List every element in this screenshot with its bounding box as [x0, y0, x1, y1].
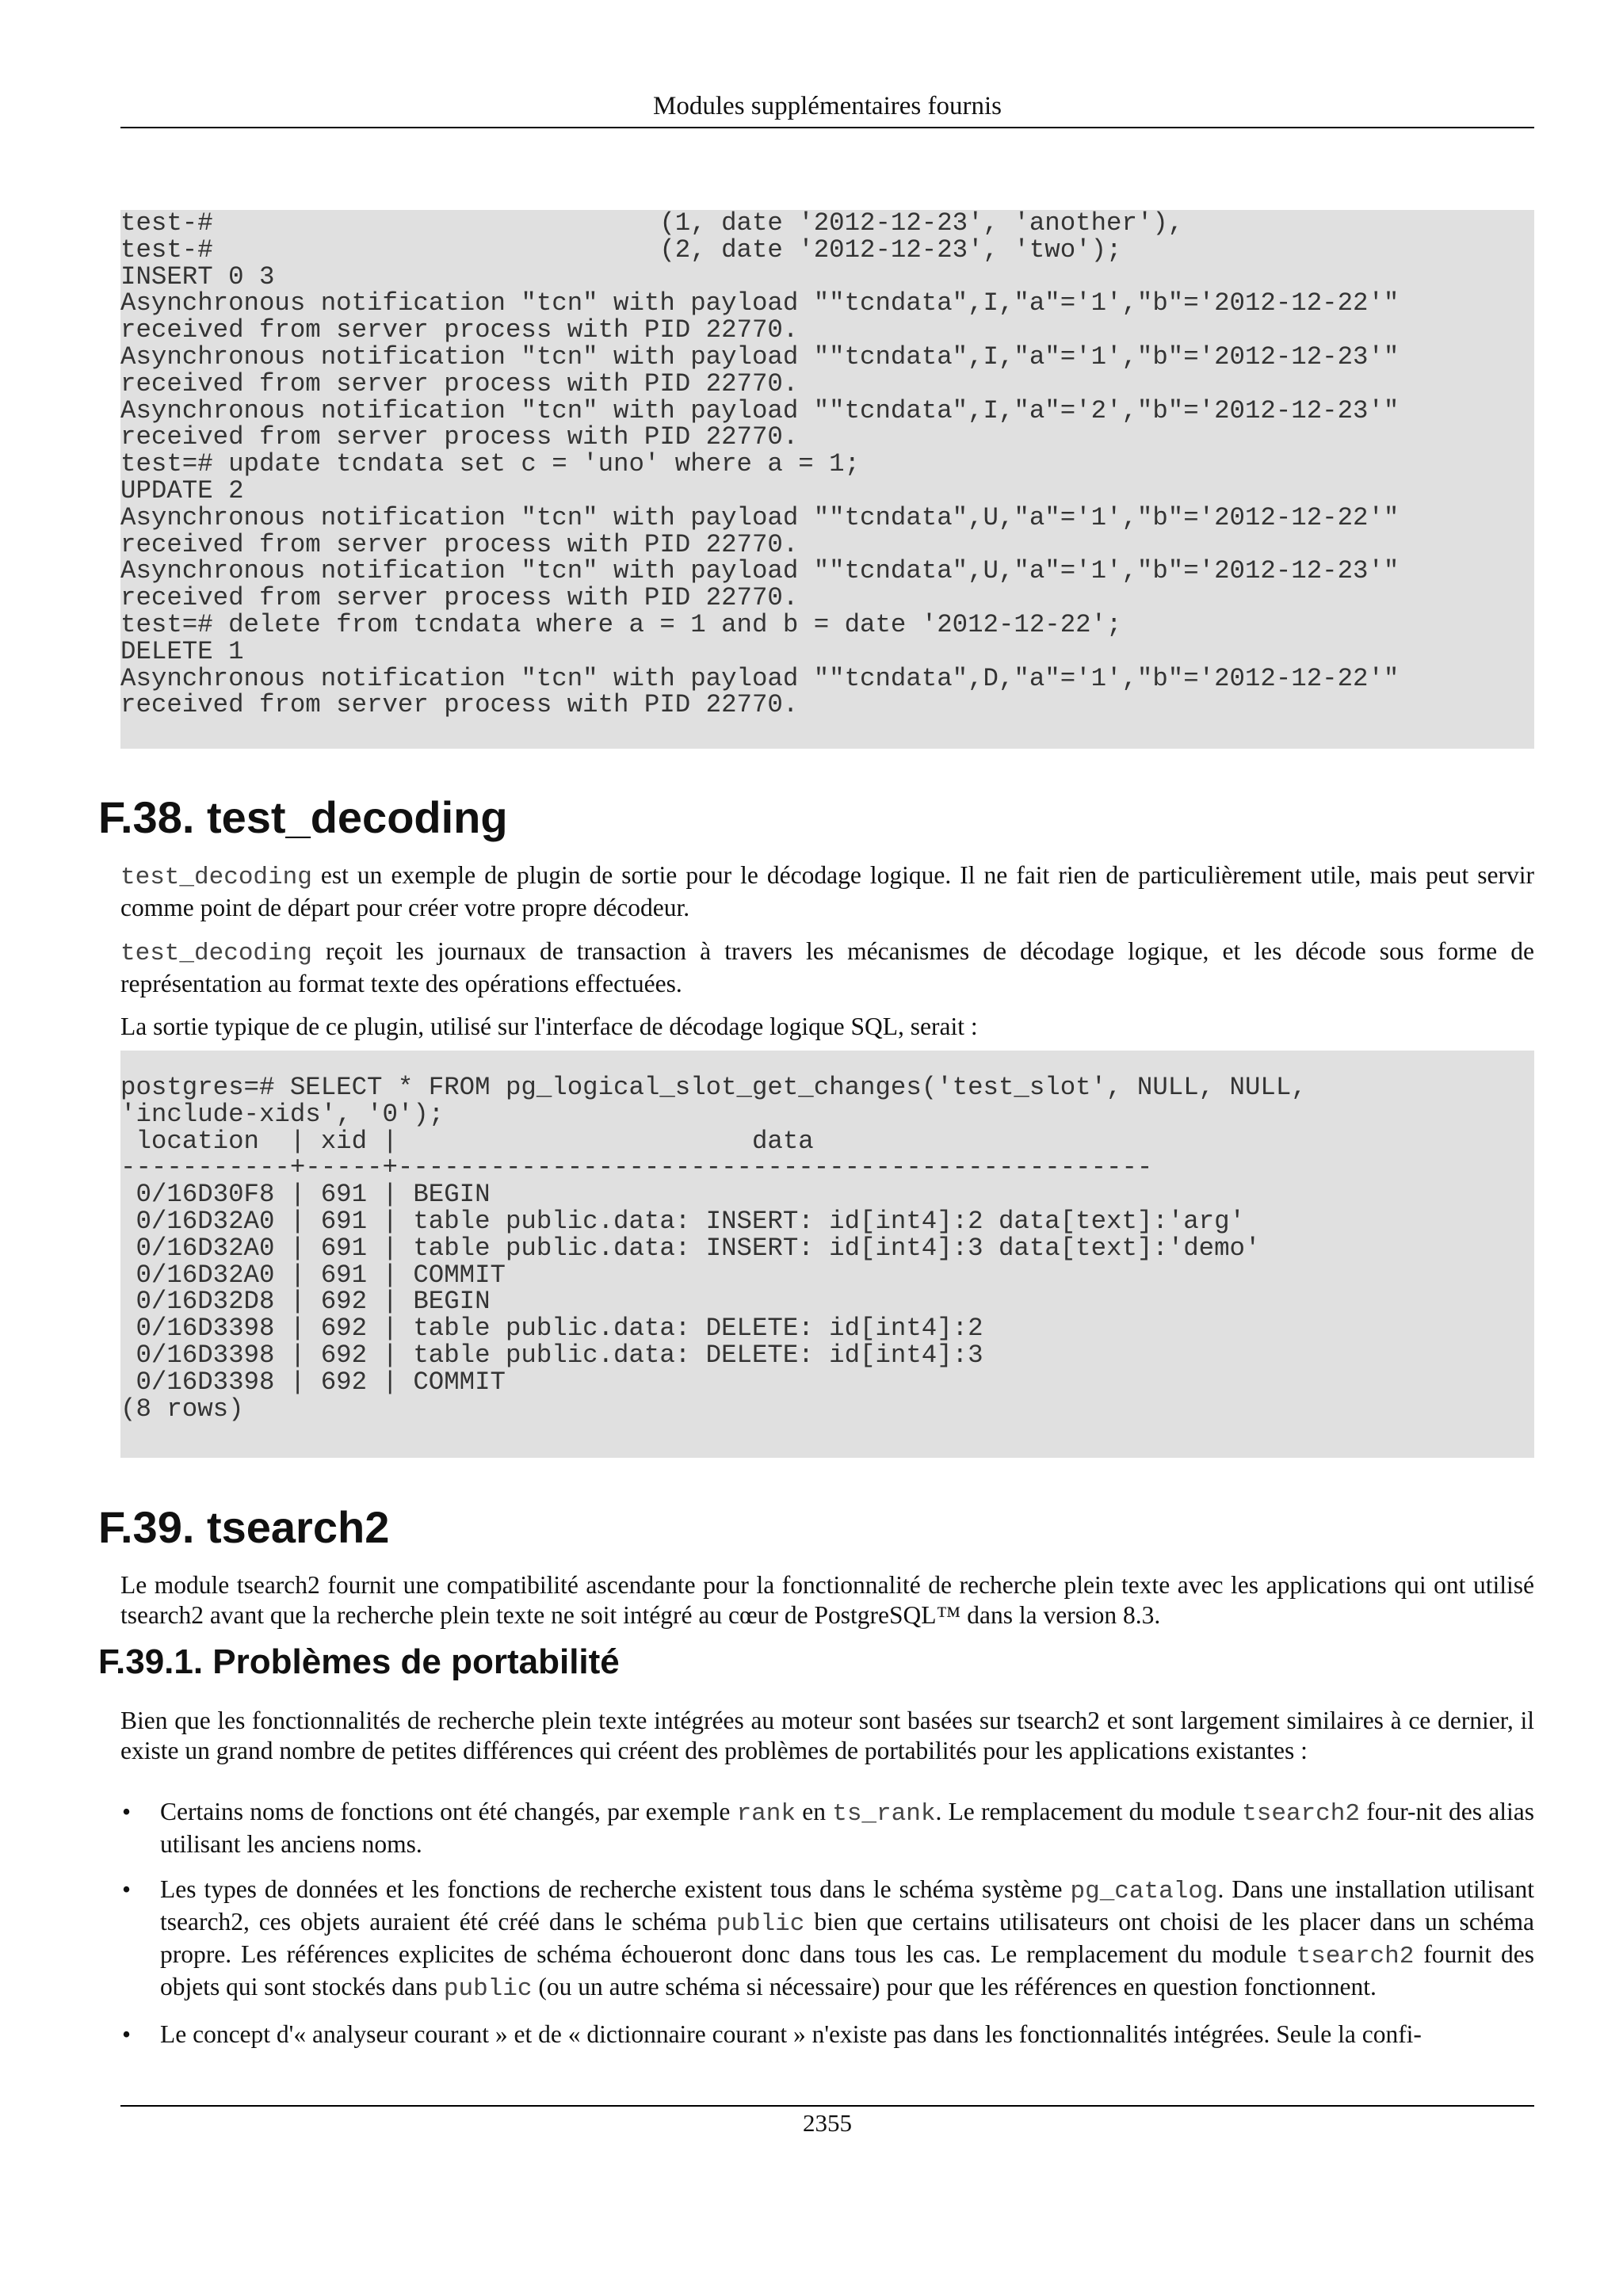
inline-code-public: public — [443, 1975, 533, 2003]
code-line: Asynchronous notification "tcn" with payload ""tcndata",I,"a"='2',"b"='2012-12-23'" — [120, 395, 1400, 425]
code-line: test=# update tcndata set c = 'uno' where a = 1; — [120, 449, 861, 479]
inline-code-pg-catalog: pg_catalog — [1070, 1878, 1218, 1905]
code-line: 0/16D32A0 | 691 | COMMIT — [120, 1260, 506, 1290]
code-line: test-# (1, date '2012-12-23', 'another'), — [120, 210, 1184, 238]
page-header-title: Modules supplémentaires fournis — [653, 92, 1002, 120]
section-heading-f38: F.38. test_decoding — [98, 792, 508, 842]
inline-code-rank: rank — [736, 1800, 796, 1828]
paragraph-text: reçoit les journaux de transaction à travers les mécanismes de décodage logique, et les décode sous forme de représentation au format texte des opérations effectuées. — [120, 937, 1534, 997]
code-line: received from server process with PID 22770. — [120, 529, 799, 559]
bullet-icon: • — [122, 1875, 132, 1903]
paragraph-portability-intro: Bien que les fonctionnalités de recherche plein texte intégrées au moteur sont basées sur tsearch2 et sont largement similaires à ce dernier, il existe un grand nombre de petites différences qui créent des problèmes de portabilités pour les applications existantes : — [120, 1707, 1534, 1764]
code-line: received from server process with PID 22770. — [120, 368, 799, 399]
code-line: 0/16D3398 | 692 | COMMIT — [120, 1367, 506, 1397]
code-block-tcn-output — [120, 210, 1534, 749]
section-heading-f39: F.39. tsearch2 — [98, 1502, 390, 1552]
subsection-heading-f391: F.39.1. Problèmes de portabilité — [98, 1642, 620, 1681]
code-line: test=# delete from tcndata where a = 1 and b = date '2012-12-22'; — [120, 609, 1122, 639]
code-line: test-# (2, date '2012-12-23', 'two'); — [120, 235, 1122, 265]
inline-code-ts-rank: ts_rank — [832, 1800, 936, 1828]
code-line: Asynchronous notification "tcn" with payload ""tcndata",I,"a"='1',"b"='2012-12-23'" — [120, 341, 1400, 372]
page-number: 2355 — [803, 2109, 852, 2137]
code-block-logical-decoding-output — [120, 1051, 1534, 1458]
code-line: received from server process with PID 22770. — [120, 315, 799, 345]
code-line: location | xid | data — [120, 1126, 814, 1156]
inline-code-tsearch2: tsearch2 — [1296, 1943, 1415, 1970]
header-rule — [120, 127, 1534, 128]
paragraph-test-decoding-intro — [120, 860, 1534, 923]
inline-code-test-decoding: test_decoding — [120, 940, 312, 967]
code-line: Asynchronous notification "tcn" with payload ""tcndata",U,"a"='1',"b"='2012-12-22'" — [120, 502, 1400, 532]
code-line: postgres=# SELECT * FROM pg_logical_slot_get_changes('test_slot', NULL, NULL, — [120, 1073, 1307, 1102]
code-line: received from server process with PID 22770. — [120, 690, 799, 720]
code-line: UPDATE 2 — [120, 475, 244, 505]
code-line: 0/16D32A0 | 691 | table public.data: INSERT: id[int4]:2 data[text]:'arg' — [120, 1206, 1245, 1236]
paragraph-tsearch2-intro: Le module tsearch2 fournit une compatibilité ascendante pour la fonctionnalité de recherche plein texte avec les applications qui ont utilisé tsearch2 avant que la recherche plein texte ne soit intégré au cœur de PostgreSQL™ dans la version 8.3. — [120, 1571, 1534, 1629]
code-line: 0/16D3398 | 692 | table public.data: DELETE: id[int4]:2 — [120, 1314, 983, 1344]
code-line: received from server process with PID 22770. — [120, 583, 799, 613]
bullet-icon: • — [122, 2020, 132, 2048]
code-line: Asynchronous notification "tcn" with payload ""tcndata",I,"a"='1',"b"='2012-12-22'" — [120, 288, 1400, 318]
code-line: Asynchronous notification "tcn" with payload ""tcndata",D,"a"='1',"b"='2012-12-22'" — [120, 663, 1400, 693]
code-line: 0/16D32A0 | 691 | table public.data: INSERT: id[int4]:3 data[text]:'demo' — [120, 1233, 1261, 1263]
paragraph-typical-output: La sortie typique de ce plugin, utilisé sur l'interface de décodage logique SQL, serait : — [120, 1013, 978, 1040]
inline-code-public: public — [716, 1910, 805, 1938]
code-line: (8 rows) — [120, 1394, 244, 1424]
paragraph-test-decoding-description — [120, 936, 1534, 999]
portability-issues-list — [120, 1797, 1534, 2050]
list-item-current-parser: • Le concept d'« analyseur courant » et de « dictionnaire courant » n'existe pas dans les fonctionnalités intégrées. Seule la confi- — [122, 2020, 1422, 2048]
code-line: -----------+-----+------------------------------------------------- — [120, 1153, 1153, 1183]
inline-code-tsearch2: tsearch2 — [1242, 1800, 1360, 1828]
code-line: received from server process with PID 22770. — [120, 422, 799, 452]
inline-code-test-decoding: test_decoding — [120, 864, 312, 891]
code-line: INSERT 0 3 — [120, 261, 275, 292]
code-line: 0/16D32D8 | 692 | BEGIN — [120, 1287, 491, 1317]
code-line: 0/16D30F8 | 691 | BEGIN — [120, 1180, 491, 1210]
paragraph-text: est un exemple de plugin de sortie pour le décodage logique. Il ne fait rien de particulièrement utile, mais peut servir comme point de départ pour créer votre propre décodeur. — [120, 861, 1534, 921]
list-item-function-names: • Certains noms de fonctions ont été changés, par exemple rank en ts_rank. Le remplacement du module tsearch2 four-nit des alias utilisant les anciens noms. — [122, 1798, 1534, 1858]
code-line: 'include-xids', '0'); — [120, 1099, 445, 1129]
footer-rule — [120, 2105, 1534, 2107]
code-line: DELETE 1 — [120, 636, 244, 666]
bullet-icon: • — [122, 1798, 132, 1825]
code-line: Asynchronous notification "tcn" with payload ""tcndata",U,"a"='1',"b"='2012-12-23'" — [120, 556, 1400, 586]
code-line: 0/16D3398 | 692 | table public.data: DELETE: id[int4]:3 — [120, 1340, 983, 1370]
list-item-schema: • Les types de données et les fonctions de recherche existent tous dans le schéma système pg_catalog. Dans une installation utilisant tsearch2, ces objets auraient été créé dans le schéma public bien que certains utilisateurs ont choisi de les placer dans un schéma propre. Les références explicites de schéma échoueront donc dans tous les cas. Le remplacement du module tsearch2 fournit des objets qui sont stockés dans public (ou un autre schéma si nécessaire) pour que les références en question fonctionnent. — [122, 1875, 1535, 2003]
